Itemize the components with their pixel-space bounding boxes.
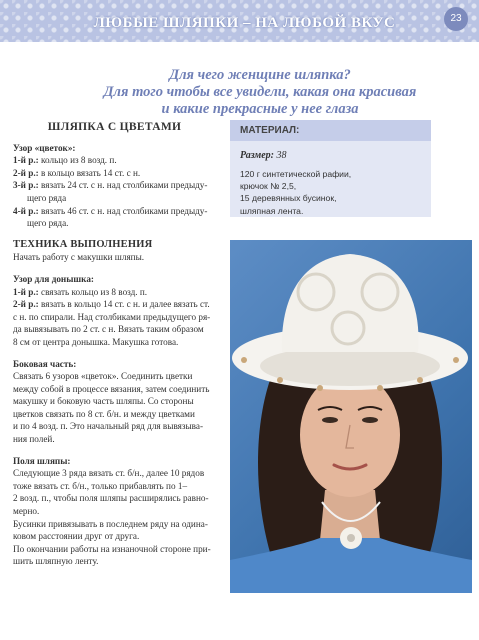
- pattern-row: 3-й р.: вязать 24 ст. с н. над столбиками предыду-: [13, 180, 208, 191]
- material-heading: МАТЕРИАЛ:: [230, 120, 431, 141]
- text-line: ковом расстоянии друг от друга.: [13, 531, 140, 542]
- text-line: между собой в процессе вязания, затем соединить: [13, 383, 210, 394]
- material-item: крючок № 2,5,: [240, 181, 297, 192]
- pattern-row-cont: щего ряда.: [27, 218, 69, 229]
- header-band: [0, 0, 479, 42]
- subtitle-line-2: Для того чтобы все увидели, какая она красивая: [103, 84, 417, 100]
- material-item: 120 г синтетической рафии,: [240, 169, 352, 179]
- text-line: тоже вязать ст. б/н., только прибавлять по 1–: [13, 480, 188, 491]
- text-line: По окончании работы на изнаночной стороне при-: [13, 543, 211, 554]
- text-line: ния полей.: [13, 434, 55, 445]
- brim-label: Поля шляпы:: [13, 455, 71, 466]
- material-box: [230, 120, 431, 217]
- pattern-row: 1-й р.: кольцо из 8 возд. п.: [13, 155, 117, 166]
- material-list: [230, 168, 431, 217]
- bottom-row: 1-й р.: связать кольцо из 8 возд. п.: [13, 286, 148, 297]
- pattern-label: Узор «цветок»:: [13, 142, 76, 153]
- size-line: Размер: 38: [240, 150, 287, 161]
- technique-heading: ТЕХНИКА ВЫПОЛНЕНИЯ: [13, 238, 153, 250]
- pattern-row: 4-й р.: вязать 46 ст. с н. над столбиками предыду-: [13, 205, 208, 216]
- article-title: ШЛЯПКА С ЦВЕТАМИ: [47, 121, 182, 133]
- bottom-row: 2-й р.: вязать в кольцо 14 ст. с н. и далее вязать ст.: [13, 299, 210, 310]
- page-number: 23: [444, 7, 468, 31]
- text-line: шить шляпную ленту.: [13, 556, 99, 567]
- technique-text: Начать работу с макушки шляпы.: [13, 252, 145, 263]
- material-item: 15 деревянных бусинок,: [240, 193, 337, 204]
- instructions-column: [13, 121, 216, 568]
- subtitle-line-3: и какие прекрасные у нее глаза: [161, 101, 359, 117]
- model-photo: [230, 240, 472, 593]
- text-line: 8 см от центра донышка. Макушка готова.: [13, 336, 179, 347]
- pattern-row-cont: щего ряда: [27, 192, 67, 203]
- side-label: Боковая часть:: [13, 358, 77, 369]
- subtitle-line-1: Для чего женщине шляпка?: [169, 67, 351, 83]
- text-line: 2 возд. п., чтобы поля шляпы расширялись равно-: [13, 493, 209, 504]
- text-line: и по 4 возд. п. Это начальный ряд для вывязыва-: [13, 421, 204, 432]
- text-line: да вывязывать по 2 ст. с н. Вязать таким образом: [13, 324, 204, 335]
- pattern-row: 2-й р.: в кольцо вязать 14 ст. с н.: [13, 167, 141, 178]
- header-title: ЛЮБЫЕ ШЛЯПКИ – НА ЛЮБОЙ ВКУС: [93, 15, 396, 31]
- text-line: Следующие 3 ряда вязать ст. б/н., далее 10 рядов: [13, 468, 205, 479]
- text-line: Бусинки привязывать в последнем ряду на одина-: [13, 518, 208, 529]
- text-line: макушку и боковую часть шляпы. Со стороны: [13, 396, 194, 407]
- text-line: мерно.: [13, 506, 40, 517]
- text-line: цветков связать по 8 ст. б/н. и между цветками: [13, 408, 195, 419]
- text-line: с н. по спирали. Над столбиками предыдущего ря-: [13, 311, 211, 322]
- subtitle-quote: [40, 67, 479, 118]
- bottom-label: Узор для донышка:: [13, 273, 94, 284]
- model-photo-illustration: [230, 240, 472, 593]
- material-item: шляпная лента.: [240, 205, 304, 216]
- text-line: Связать 6 узоров «цветок». Соединить цветки: [13, 371, 193, 382]
